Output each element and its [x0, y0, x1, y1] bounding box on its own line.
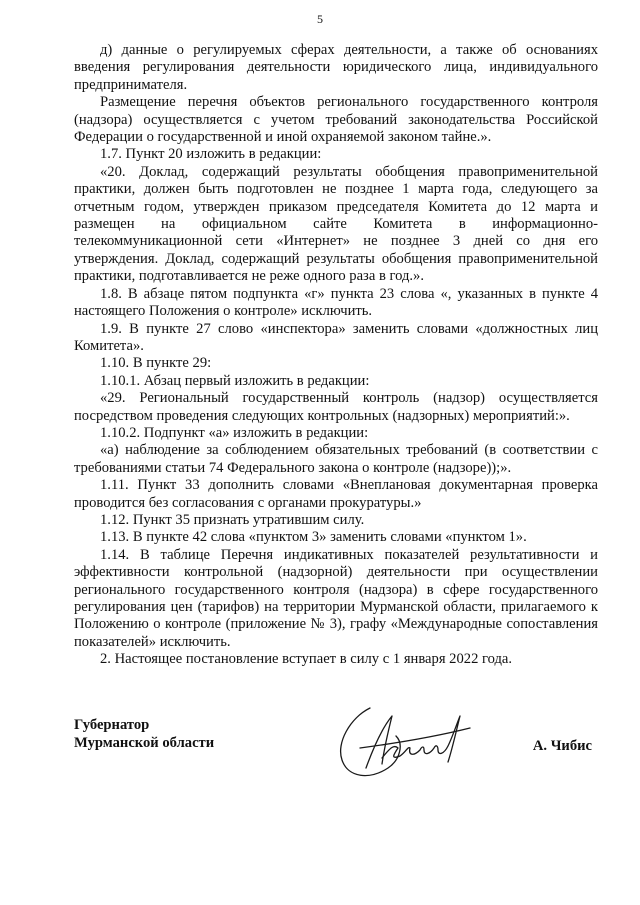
signature-block [74, 716, 598, 796]
paragraph: 1.10. В пункте 29: [100, 355, 212, 372]
document-body [74, 42, 598, 669]
handwritten-signature-icon [330, 698, 480, 788]
paragraph: 1.13. В пункте 42 слова «пунктом 3» заменить словами «пунктом 1». [100, 529, 527, 546]
paragraph: 1.10.1. Абзац первый изложить в редакции: [100, 372, 370, 389]
paragraph: д) данные о регулируемых сферах деятельности, а также об основаниях введения регулирования деятельности юридического лица, индивидуального предпринимателя. [74, 42, 598, 93]
paragraph: 1.12. Пункт 35 признать утратившим силу. [100, 511, 365, 528]
paragraph: 1.14. В таблице Перечня индикативных показателей результативности и эффективности контрольной (надзорной) деятельности при осуществлении регионального государственного контроля (надзора) в сфере государственного регулирования цен (тарифов) на территории Мурманской области, прилагаемого к Положению о контроле (приложение № 3), графу «Международные сопоставления показателей» исключить. [74, 546, 598, 650]
paragraph: 1.10.2. Подпункт «а» изложить в редакции: [100, 424, 369, 441]
paragraph: Размещение перечня объектов регионального государственного контроля (надзора) осуществляется с учетом требований законодательства Российской Федерации о государственной и иной охраняемой законом тайне.». [74, 94, 598, 146]
paragraph: «а) наблюдение за соблюдением обязательных требований (в соответствии с требованиями статьи 74 Федерального закона о контроле (надзоре));». [74, 442, 598, 476]
signatory-title [74, 716, 214, 752]
page-number: 5 [317, 12, 323, 26]
paragraph: «20. Доклад, содержащий результаты обобщения правоприменительной практики, должен быть подготовлен не позднее 1 марта года, следующего за отчетным годом, утвержден приказом председателя Комитета до 12 марта и размещен на официальном сайте Комитета в информационно-телекоммуникационной сети «Интернет» не позднее 3 дней со дня его утверждения. Доклад, содержащий результаты обобщения правоприменительной практики, подготавливается не реже одного раза в год.». [74, 163, 598, 285]
paragraph: 1.7. Пункт 20 изложить в редакции: [100, 146, 322, 163]
paragraph: 1.11. Пункт 33 дополнить словами «Внеплановая документарная проверка проводится без согласования с органами прокуратуры.» [74, 477, 598, 511]
paragraph: 2. Настоящее постановление вступает в силу с 1 января 2022 года. [100, 651, 513, 668]
signatory-title-line: Губернатор [74, 717, 150, 733]
paragraph: 1.8. В абзаце пятом подпункта «г» пункта 23 слова «, указанных в пункте 4 настоящего Положения о контроле» исключить. [74, 285, 598, 320]
signatory-title-line: Мурманской области [74, 735, 215, 751]
paragraph: «29. Региональный государственный контроль (надзор) осуществляется посредством проведения следующих контрольных (надзорных) мероприятий:». [74, 390, 598, 424]
paragraph: 1.9. В пункте 27 слово «инспектора» заменить словами «должностных лиц Комитета». [74, 320, 598, 354]
signatory-name: А. Чибис [532, 738, 592, 754]
